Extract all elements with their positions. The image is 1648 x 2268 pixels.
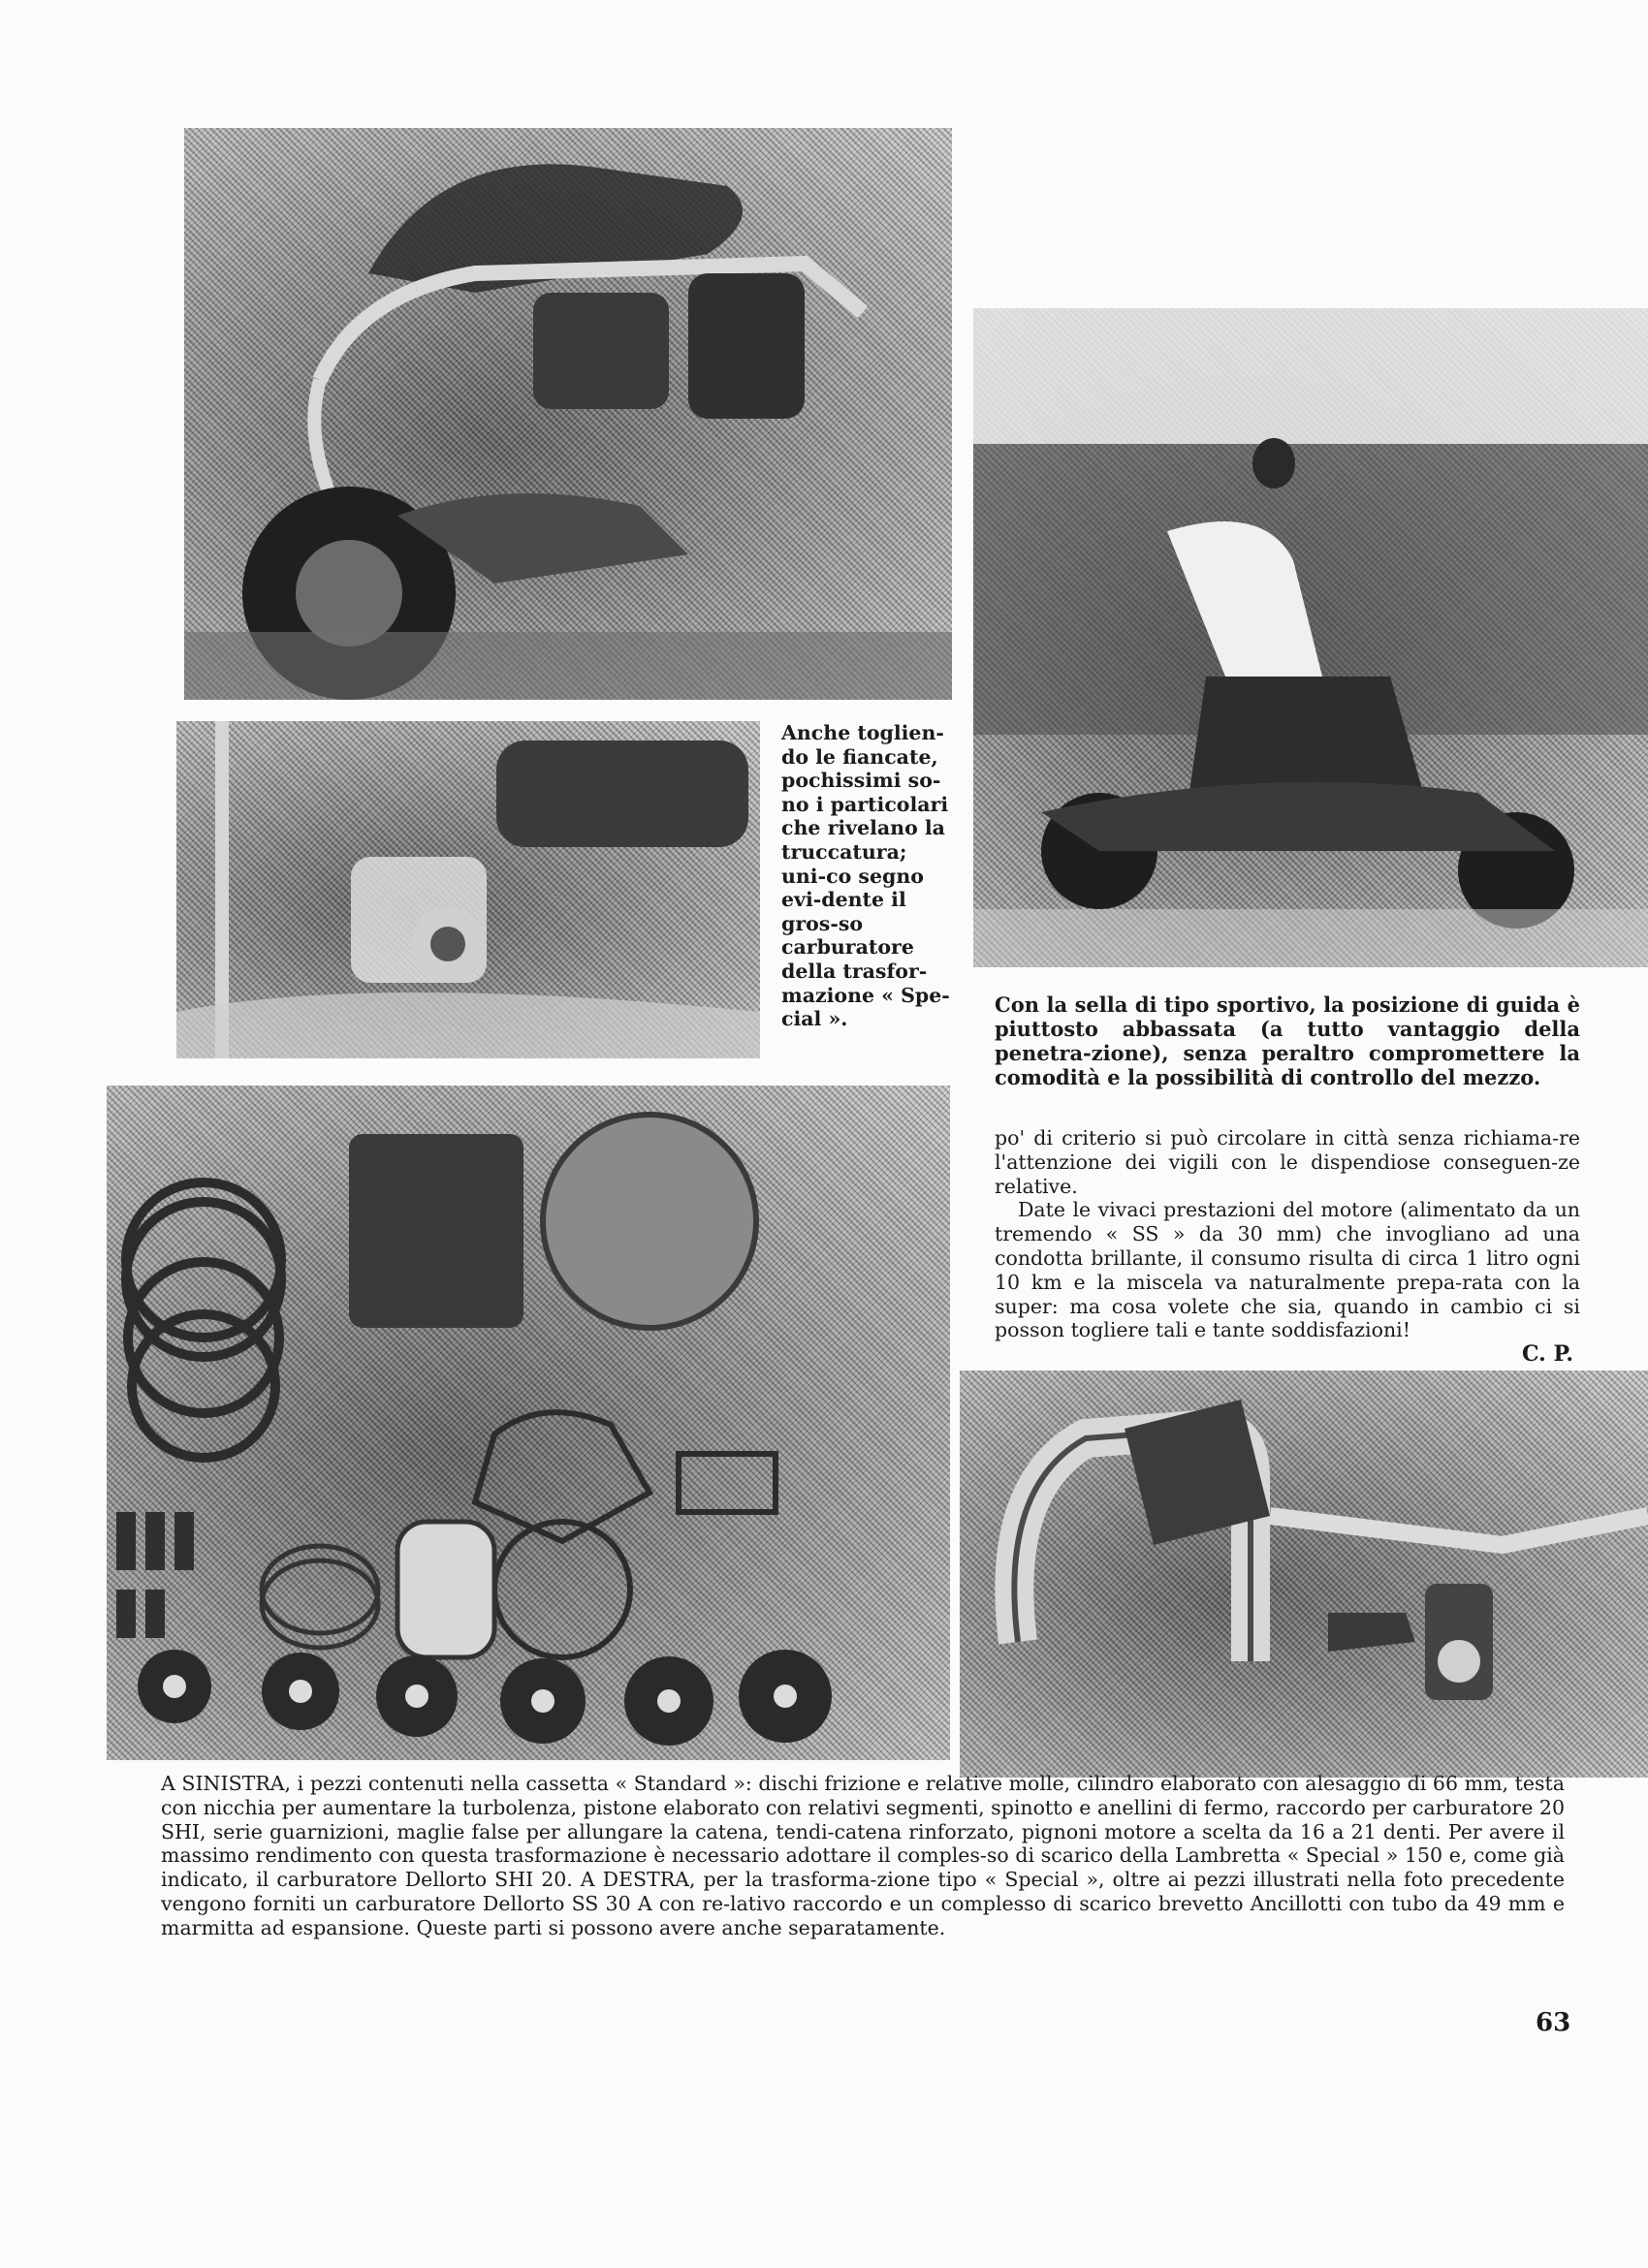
engine-detail-caption: Anche toglien-do le fiancate, pochissimi so-no i particolari che rivelano la truccatura; uni-co segno evi-dente il gros-so carburatore della trasfor-mazione « Spe-cial ».: [781, 721, 950, 1031]
author-signature: C. P.: [1522, 1341, 1574, 1367]
article-paragraph: Date le vivaci prestazioni del motore (alimentato da un tremendo « SS » da 30 mm) che invogliano ad una condotta brillante, il consumo risulta di circa 1 litro ogni 10 km e la miscela va naturalmente prepa-rata con la super: ma cosa volete che sia, quando in cambio ci si posson togliere tali e tante soddisfazioni!: [995, 1198, 1580, 1342]
photo-rider: [973, 308, 1648, 967]
engine-detail-illustration: [176, 721, 760, 1058]
photo-standard-kit-parts: [107, 1086, 950, 1760]
photo-engine-detail: [176, 721, 760, 1058]
kits-caption: A SINISTRA, i pezzi contenuti nella cassetta « Standard »: dischi frizione e relative molle, cilindro elaborato con alesaggio di 66 mm, testa con nicchia per aumentare la turbolenza, pistone elaborato con relativi segmenti, spinotto e anellini di fermo, raccordo per carburatore 20 SHI, serie guarnizioni, maglie false per allungare la catena, tendi-catena rinforzato, pignoni motore a scelta da 16 a 21 denti. Per avere il massimo rendimento con questa trasformazione è necessario adottare il comples-so di scarico della Lambretta « Special » 150 e, come già indicato, il carburatore Dellorto SHI 20. A DESTRA, per la trasforma-zione tipo « Special », oltre ai pezzi illustrati nella foto precedente vengono forniti un carburatore Dellorto SS 30 A con re-lativo raccordo e un complesso di scarico brevetto Ancillotti con tubo da 49 mm e marmitta ad espansione. Queste parti si possono avere anche separatamente.: [161, 1772, 1565, 1939]
kit-parts-illustration: [107, 1086, 950, 1760]
photo-special-kit-exhaust: [960, 1370, 1648, 1778]
scooter-side-illustration: [184, 128, 952, 700]
page-number: 63: [1536, 2008, 1571, 2037]
rider-illustration: [973, 308, 1648, 967]
rider-caption: Con la sella di tipo sportivo, la posizione di guida è piuttosto abbassata (a tutto vantaggio della penetra-zione), senza peraltro compromettere la comodità e la possibilità di controllo del mezzo.: [995, 992, 1580, 1089]
photo-scooter-side: [184, 128, 952, 700]
exhaust-illustration: [960, 1370, 1648, 1778]
article-body: [995, 1126, 1580, 1342]
article-paragraph: po' di criterio si può circolare in città senza richiama-re l'attenzione dei vigili con le dispendiose conseguen-ze relative.: [995, 1126, 1580, 1198]
